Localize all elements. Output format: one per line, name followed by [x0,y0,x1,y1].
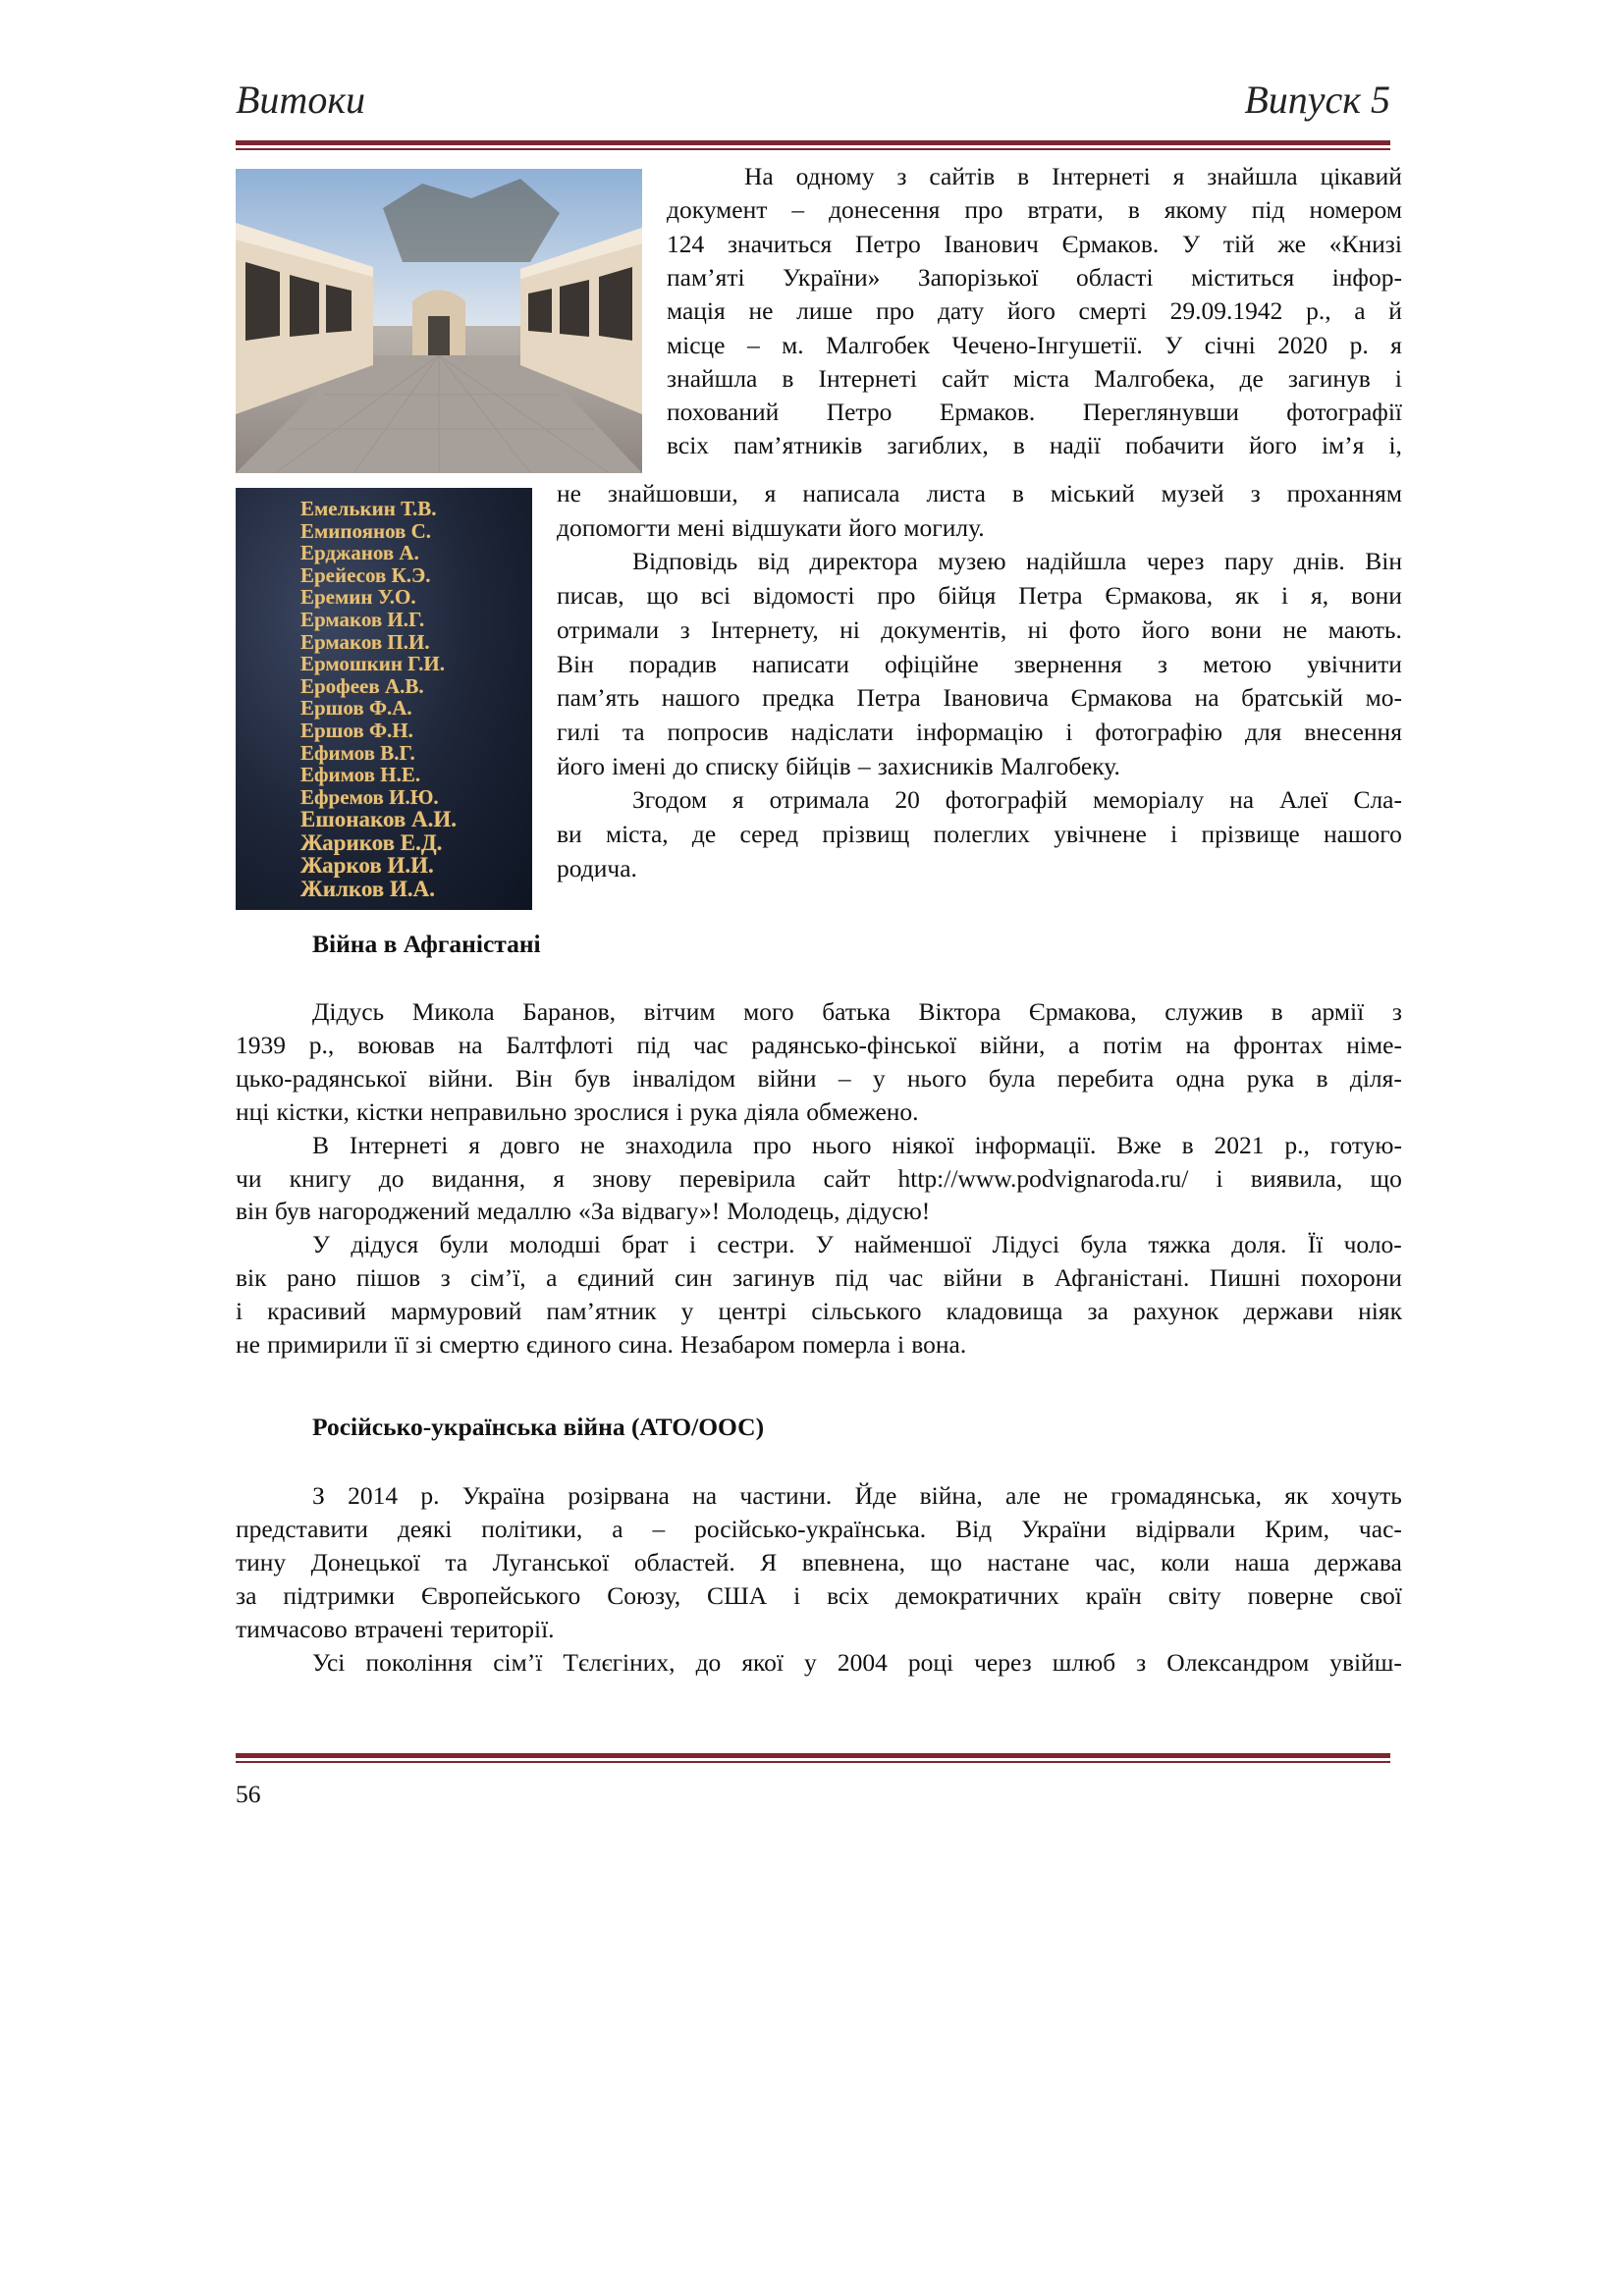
text-line: допомогти мені відшукати його могилу. [557,512,985,542]
plaque-name: Ерейесов К.Э. [300,562,431,587]
text-line: нці кістки, кістки неправильно зрослися і рука діяла обмежено. [236,1096,919,1126]
photo-memorial-alley [236,169,642,473]
text-line: Він порадив написати офіційне звернення з метою увічнити [557,649,1402,678]
plaque-name: Емипоянов С. [300,518,432,543]
footer-rule [236,1753,1390,1763]
text-line: писав, що всі відомості про бійця Петра Єрмакова, як і я, вони [557,581,1402,611]
plaque-name: Жарков И.И. [300,853,434,879]
text-line: чи книгу до видання, я знову перевірила сайт http://www.podvignaroda.ru/ і виявила, що [236,1163,1402,1193]
text-line: тимчасово втрачені території. [236,1614,555,1643]
text-line: Усі покоління сім’ї Тєлєгіних, до якої у 2004 році через шлюб з Олександром увійш- [312,1647,1402,1677]
text-line: 124 значиться Петро Іванович Єрмаков. У тій же «Книзі [667,229,1402,258]
section-heading-ato: Російсько-українська війна (АТО/ООС) [312,1413,765,1441]
text-line: його імені до списку бійців – захисників Малгобеку. [557,751,1120,780]
plaque-name: Ермаков И.Г. [300,607,425,631]
text-line: за підтримки Європейського Союзу, США і всіх демократичних країн світу поверне свої [236,1580,1402,1610]
text-line: мація не лише про дату його смерті 29.09.1942 р., а й [667,296,1402,326]
plaque-name: Ерофеев А.В. [300,673,424,698]
text-line: гилі та попросив надіслати інформацію і фотографію для внесення [557,717,1402,746]
text-line: Відповідь від директора музею надійшла через пару днів. Він [632,547,1402,576]
plaque-name: Еремин У.О. [300,585,416,610]
text-line: На одному з сайтів в Інтернеті я знайшла цікавий [744,162,1402,190]
text-line: Згодом я отримала 20 фотографій меморіалу на Алеї Сла- [632,785,1402,815]
text-line: похований Петро Ермаков. Переглянувши фотографії [667,398,1402,427]
text-line: пам’яті України» Запорізької області міститься інфор- [667,262,1402,292]
plaque-name: Жариков Е.Д. [300,829,443,855]
plaque-name: Ерджанов А. [300,541,419,565]
text-line: місце – м. Малгобек Чечено-Інгушетії. У січні 2020 р. я [667,330,1402,359]
plaque-name: Ешонаков А.И. [300,807,458,832]
section-heading-afghan: Війна в Афганістані [312,930,541,958]
text-line: отримали з Інтернету, ні документів, ні фото його вони не мають. [557,614,1402,644]
text-line: 1939 р., воював на Балтфлоті під час радянсько-фінської війни, а потім на фронтах німе- [236,1030,1402,1059]
text-line: ви міста, де серед прізвищ полеглих увічнене і прізвище нашого [557,820,1402,848]
text-line: пам’ять нашого предка Петра Івановича Єрмакова на братській мо- [557,683,1402,713]
text-line: всіх пам’ятників загиблих, в надії побачити його ім’я і, [667,431,1402,460]
text-line: З 2014 р. Україна розірвана на частини. Йде війна, але не громадянська, як хочуть [312,1481,1402,1510]
plaque-name: Ефремов И.Ю. [300,784,439,809]
plaque-name: Ефимов Н.Е. [300,763,421,787]
plaque-name: Ершов Ф.А. [300,696,412,721]
text-line: У дідуся були молодші брат і сестри. У найменшої Лідусі була тяжка доля. Її чоло- [312,1230,1402,1259]
plaque-name: Ермаков П.И. [300,629,430,654]
text-line: представити деякі політики, а – російсько-українська. Від України відірвали Крим, час- [236,1514,1402,1543]
text-line: В Інтернеті я довго не знаходила про нього ніякої інформації. Вже в 2021 р., готую- [312,1130,1402,1159]
page-number: 56 [236,1780,261,1808]
plaque-name: Жилков И.А. [300,876,435,901]
text-line: документ – донесення про втрати, в якому під номером [667,195,1402,225]
plaque-name: Емелькин Т.В. [300,497,437,520]
journal-title: Витоки [236,78,366,122]
plaque-name: Ершов Ф.Н. [300,718,413,742]
text-line: знайшла в Інтернеті сайт міста Малгобека, де загинув і [667,363,1402,393]
text-line: цько-радянської війни. Він був інвалідом війни – у нього була перебита одна рука в діля- [236,1063,1402,1093]
text-line: він був нагороджений медаллю «За відвагу»! Молодець, дідусю! [236,1197,931,1226]
text-line: не примирили її зі смертю єдиного сина. Незабаром померла і вона. [236,1330,967,1359]
text-line: не знайшовши, я написала листа в міський музей з проханням [557,479,1402,507]
text-line: тину Донецької та Луганської областей. Я впевнена, що настане час, коли наша держава [236,1547,1402,1576]
text-line: і красивий мармуровий пам’ятник у центрі сільського кладовища за рахунок держави ніяк [236,1297,1402,1326]
text-line: Дідусь Микола Баранов, вітчим мого батька Віктора Єрмакова, служив в армії з [312,997,1402,1026]
plaque-name: Ермошкин Г.И. [300,652,445,676]
text-line: родича. [557,853,637,882]
header-rule [236,140,1390,150]
photo-names-plaque [236,488,532,910]
plaque-name: Ефимов В.Г. [300,740,415,765]
issue-number: Випуск 5 [1244,78,1390,122]
text-line: вік рано пішов з сім’ї, а єдиний син загинув під час війни в Афганістані. Пишні похорони [236,1263,1402,1293]
plaque-names-list [300,498,457,900]
